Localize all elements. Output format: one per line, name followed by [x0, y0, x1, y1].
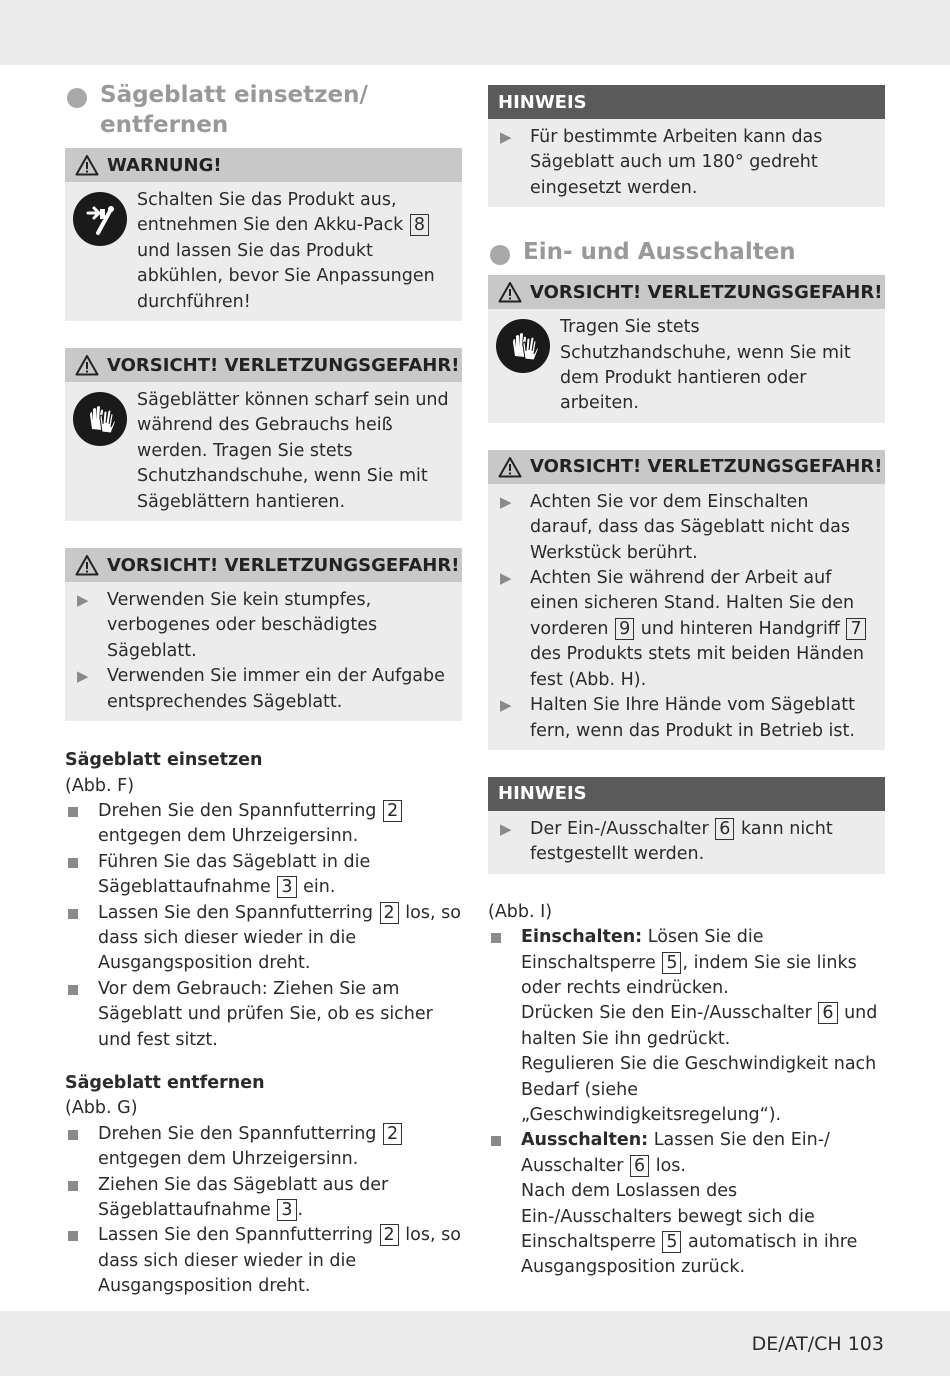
part-ref: 8	[410, 214, 429, 236]
caution-box	[65, 348, 462, 521]
caution-header	[488, 450, 885, 484]
step-list	[488, 925, 885, 1281]
section-heading	[488, 237, 885, 267]
warning-triangle-icon	[498, 456, 522, 478]
list-item: ▶ Der Ein-/Ausschalter 6 kann nicht festgestellt werden.	[498, 817, 875, 868]
figure-ref: (Abb. F)	[65, 775, 135, 796]
caution-text: Sägeblätter können scharf sein und während des Gebrauchs heiß werden. Tragen Sie stets Schutzhandschuhe, wenn Sie mit Sägeblättern hantieren.	[137, 390, 449, 512]
list-item: Führen Sie das Sägeblatt in die Sägeblattaufnahme 3 ein.	[65, 850, 462, 901]
triangle-bullet-icon: ▶	[500, 492, 512, 511]
subheading: Sägeblatt entfernen	[65, 1072, 265, 1093]
square-bullet-icon	[65, 850, 98, 901]
list-item: Drehen Sie den Spannfutterring 2 entgegen dem Uhrzeigersinn.	[65, 799, 462, 850]
list-item: Lassen Sie den Spannfutterring 2 los, so dass sich dieser wieder in die Ausgangsposition dreht.	[65, 1223, 462, 1299]
caution-text: Tragen Sie stets Schutzhandschuhe, wenn Sie mit dem Produkt hantieren oder arbeiten.	[560, 317, 851, 414]
warning-header	[65, 148, 462, 182]
triangle-bullet-icon: ▶	[500, 569, 512, 588]
list-item: Vor dem Gebrauch: Ziehen Sie am Sägeblatt und prüfen Sie, ob es sicher und fest sitzt.	[65, 977, 462, 1053]
caution-header	[65, 348, 462, 382]
warning-triangle-icon	[75, 554, 99, 576]
list-item: Drehen Sie den Spannfutterring 2 entgegen dem Uhrzeigersinn.	[65, 1122, 462, 1173]
warning-triangle-icon	[75, 154, 99, 176]
warning-box	[65, 148, 462, 321]
note-box	[488, 777, 885, 874]
note-box	[488, 85, 885, 207]
caution-header	[488, 275, 885, 309]
list-item: Ausschalten: Lassen Sie den Ein-/ Ausschalter 6 los. Nach dem Loslassen des Ein-/Ausschalters bewegt sich die Einschaltsperre 5 automatisch in ihre Ausgangsposition zurück.	[488, 1128, 885, 1280]
caution-title: VORSICHT! VERLETZUNGSGEFAHR!	[530, 456, 883, 478]
square-bullet-icon	[65, 1122, 98, 1173]
section-bullet-icon	[490, 245, 510, 265]
caution-title: VORSICHT! VERLETZUNGSGEFAHR!	[107, 354, 460, 376]
square-bullet-icon	[488, 1128, 521, 1280]
step-list	[65, 799, 462, 1053]
right-column	[488, 85, 885, 1281]
list-item: ▶ Verwenden Sie immer ein der Aufgabe entsprechendes Sägeblatt.	[75, 664, 452, 715]
gloves-icon	[73, 392, 127, 446]
caution-header	[65, 548, 462, 582]
list-item: ▶ Achten Sie während der Arbeit auf einen sicheren Stand. Halten Sie den vorderen 9 und hinteren Handgriff 7 des Produkts stets mit beiden Händen fest (Abb. H).	[498, 566, 875, 693]
warning-text: Schalten Sie das Produkt aus, entnehmen Sie den Akku-Pack 8 und lassen Sie das Produkt abkühlen, bevor Sie Anpassungen durchführen!	[137, 190, 435, 312]
warning-triangle-icon	[75, 354, 99, 376]
list-item: Ziehen Sie das Sägeblatt aus der Sägeblattaufnahme 3 .	[65, 1173, 462, 1224]
figure-ref: (Abb. G)	[65, 1098, 138, 1119]
warning-triangle-icon	[498, 281, 522, 303]
square-bullet-icon	[65, 901, 98, 977]
caution-title: VORSICHT! VERLETZUNGSGEFAHR!	[530, 281, 883, 303]
square-bullet-icon	[65, 1223, 98, 1299]
square-bullet-icon	[488, 925, 521, 1128]
figure-ref: (Abb. I)	[488, 901, 553, 922]
caution-box	[65, 548, 462, 721]
caution-box	[488, 450, 885, 750]
section-bullet-icon	[67, 88, 87, 108]
triangle-bullet-icon: ▶	[500, 819, 512, 838]
subheading: Sägeblatt einsetzen	[65, 750, 263, 771]
gloves-icon	[496, 319, 550, 373]
list-item: ▶ Verwenden Sie kein stumpfes, verbogenes oder beschädigtes Sägeblatt.	[75, 588, 452, 664]
section-heading	[65, 80, 462, 140]
section-title: Sägeblatt einsetzen/ entfernen	[100, 82, 368, 138]
list-item: ▶ Achten Sie vor dem Einschalten darauf, dass das Sägeblatt nicht das Werkstück berührt.	[498, 490, 875, 566]
caution-box	[488, 275, 885, 423]
list-item: Einschalten: Lösen Sie die Einschaltsperre 5 , indem Sie sie links oder rechts eindrücken. Drücken Sie den Ein-/Ausschalter 6 und halten Sie ihn gedrückt. Regulieren Sie die Geschwindigkeit nach Bedarf (siehe „Geschwindigkeitsregelung“).	[488, 925, 885, 1128]
note-header: HINWEIS	[488, 85, 885, 119]
triangle-bullet-icon: ▶	[77, 667, 89, 686]
caution-title: VORSICHT! VERLETZUNGSGEFAHR!	[107, 554, 460, 576]
triangle-bullet-icon: ▶	[500, 696, 512, 715]
square-bullet-icon	[65, 1173, 98, 1224]
square-bullet-icon	[65, 799, 98, 850]
top-band	[0, 0, 950, 65]
step-list	[65, 1122, 462, 1300]
square-bullet-icon	[65, 977, 98, 1053]
page-number: DE/AT/CH 103	[751, 1333, 884, 1355]
list-item: ▶ Halten Sie Ihre Hände vom Sägeblatt fern, wenn das Produkt in Betrieb ist.	[498, 693, 875, 744]
section-title: Ein- und Ausschalten	[523, 239, 796, 266]
triangle-bullet-icon: ▶	[77, 591, 89, 610]
left-column	[65, 80, 462, 1300]
triangle-bullet-icon: ▶	[500, 128, 512, 146]
note-header: HINWEIS	[488, 777, 885, 811]
warning-title: WARNUNG!	[107, 154, 222, 176]
list-item: Lassen Sie den Spannfutterring 2 los, so dass sich dieser wieder in die Ausgangsposition dreht.	[65, 901, 462, 977]
unplug-icon	[73, 192, 127, 246]
list-item: ▶ Für bestimmte Arbeiten kann das Sägeblatt auch um 180° gedreht eingesetzt werden.	[498, 125, 875, 201]
